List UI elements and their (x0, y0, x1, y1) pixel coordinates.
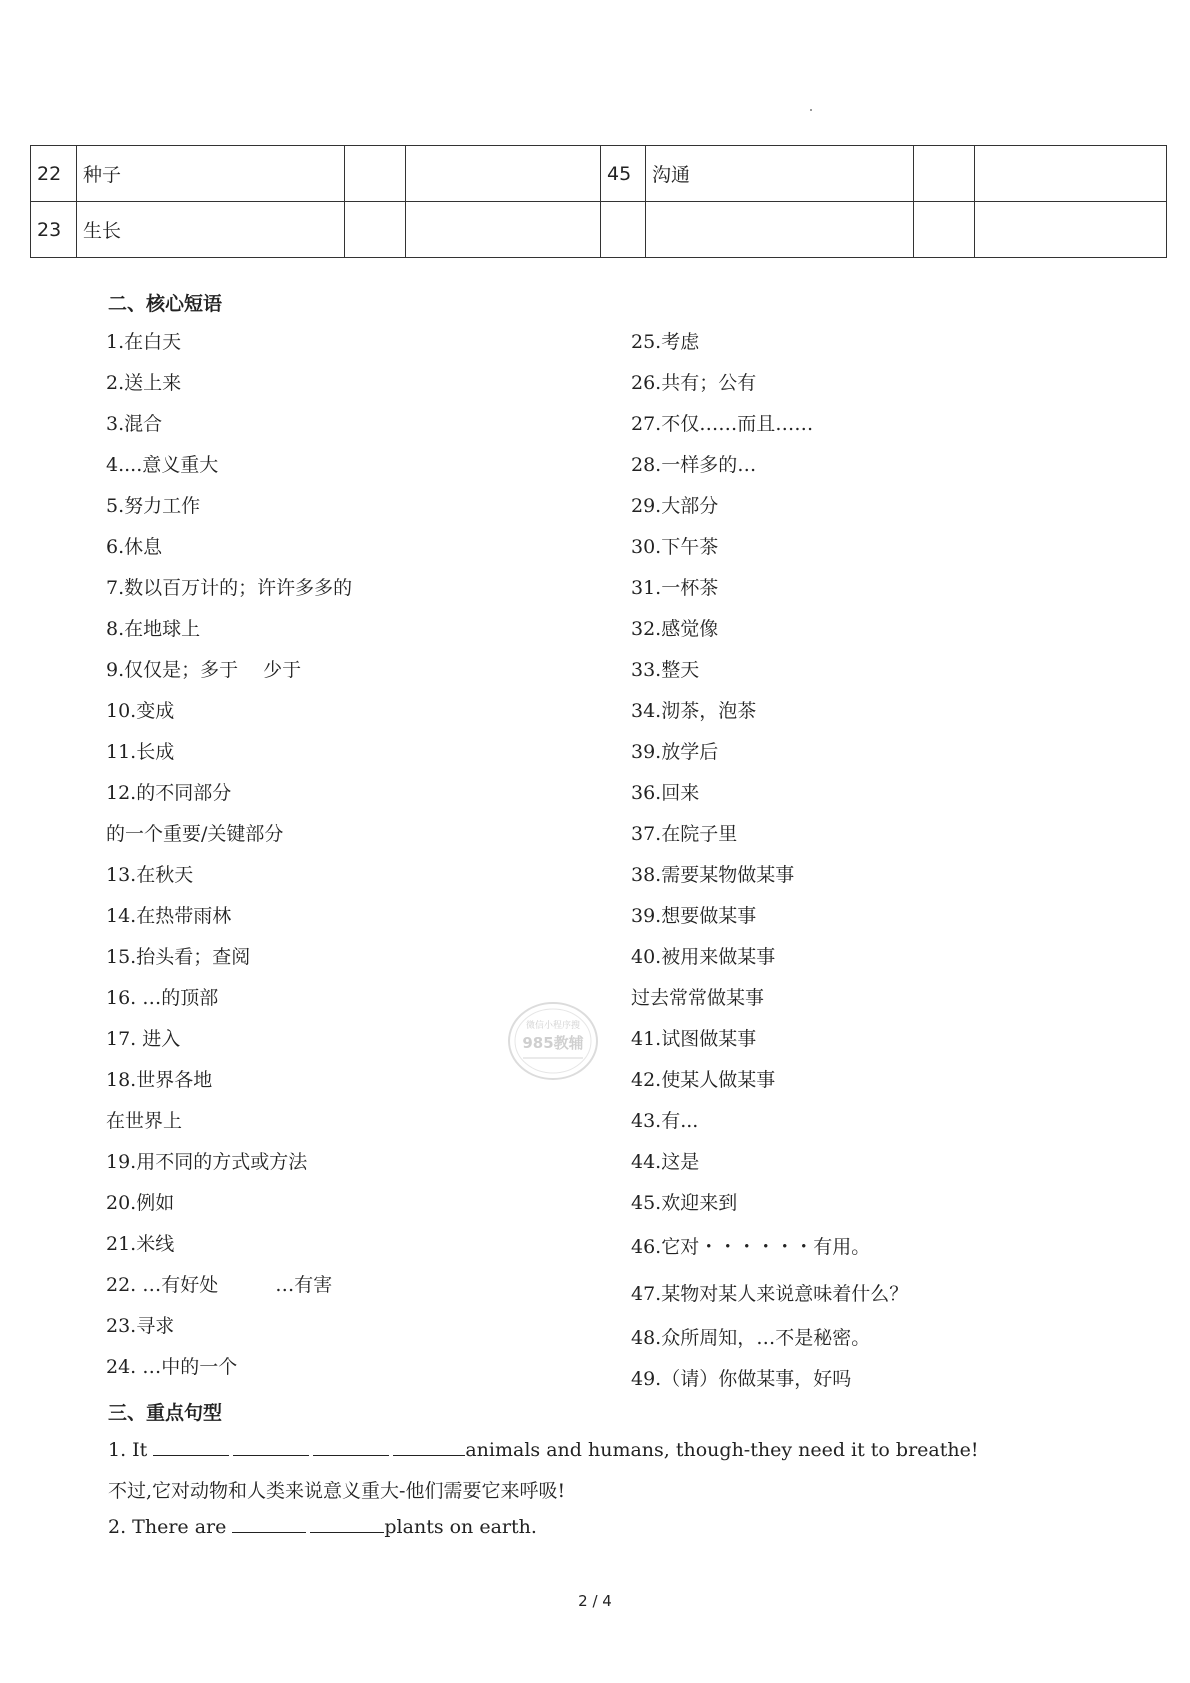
phrase-item: 29.大部分 (631, 495, 719, 517)
phrase-item: 44.这是 (631, 1151, 700, 1173)
table-row (31, 202, 1167, 258)
phrase-item: 1.在白天 (106, 331, 182, 353)
phrase-item: 24. …中的一个 (106, 1356, 238, 1378)
phrase-item: 45.欢迎来到 (631, 1192, 738, 1214)
phrase-item: 10.变成 (106, 700, 175, 722)
phrase-item: 39.想要做某事 (631, 905, 757, 927)
watermark-text-line1: 微信小程序搜 (525, 1021, 581, 1031)
page-number: 2 / 4 (578, 1592, 612, 1610)
stray-dot (810, 109, 812, 111)
phrase-item: 38.需要某物做某事 (631, 864, 795, 886)
table-cell-blank (406, 146, 601, 202)
phrase-item: 23.寻求 (106, 1315, 175, 1337)
table-row (31, 146, 1167, 202)
phrase-item: 2.送上来 (106, 372, 182, 394)
phrase-item: 3.混合 (106, 413, 163, 435)
table-cell-number (601, 202, 646, 258)
table-cell-number: 45 (601, 146, 646, 202)
answer-blank[interactable] (153, 1438, 229, 1456)
phrase-item: 47.某物对某人来说意味着什么？ (631, 1283, 909, 1305)
phrase-item: 的一个重要/关键部分 (106, 823, 284, 845)
phrase-item: 26.共有；公有 (631, 372, 757, 394)
answer-blank[interactable] (232, 1515, 306, 1533)
table-cell-word: 沟通 (646, 146, 914, 202)
table-cell-word: 种子 (77, 146, 345, 202)
phrase-item: 21.米线 (106, 1233, 175, 1255)
sentence-1-translation: 不过,它对动物和人类来说意义重大-他们需要它来呼吸! (108, 1480, 566, 1502)
answer-blank[interactable] (393, 1438, 465, 1456)
section-heading-key-sentences: 三、重点句型 (108, 1402, 223, 1424)
phrase-item: 31.一杯茶 (631, 577, 719, 599)
phrase-item: 33.整天 (631, 659, 700, 681)
phrase-item: 37.在院子里 (631, 823, 738, 845)
phrase-item: 15.抬头看；查阅 (106, 946, 251, 968)
answer-blank[interactable] (313, 1438, 389, 1456)
table-cell-blank (914, 202, 975, 258)
phrase-item: 40.被用来做某事 (631, 946, 776, 968)
phrase-item: 48.众所周知，…不是秘密。 (631, 1327, 871, 1349)
phrase-item: 32.感觉像 (631, 618, 719, 640)
sentence-1 (108, 1438, 978, 1461)
table-cell-blank (406, 202, 601, 258)
section-heading-core-phrases: 二、核心短语 (108, 293, 223, 315)
table-cell-number: 22 (31, 146, 77, 202)
watermark-text-line2: 985教辅 (522, 1034, 584, 1052)
answer-blank[interactable] (233, 1438, 309, 1456)
phrase-item: 7.数以百万计的；许许多多的 (106, 577, 353, 599)
table-cell-word (646, 202, 914, 258)
phrase-item: 49.（请）你做某事，好吗 (631, 1368, 852, 1390)
phrase-item: 30.下午茶 (631, 536, 719, 558)
phrase-item: 在世界上 (106, 1110, 183, 1132)
phrase-item: 46.它对・・・・・・有用。 (631, 1236, 871, 1258)
table-cell-word: 生长 (77, 202, 345, 258)
phrase-item: 8.在地球上 (106, 618, 201, 640)
phrase-item: 4....意义重大 (106, 454, 219, 476)
phrase-item: 36.回来 (631, 782, 700, 804)
phrase-item: 12.的不同部分 (106, 782, 232, 804)
phrase-item: 16. …的顶部 (106, 987, 219, 1009)
phrase-item: 41.试图做某事 (631, 1028, 757, 1050)
phrase-item: 22. …有好处 …有害 (106, 1274, 333, 1296)
answer-blank[interactable] (310, 1515, 384, 1533)
phrase-item: 19.用不同的方式或方法 (106, 1151, 308, 1173)
vocabulary-table (30, 145, 1167, 258)
phrase-item: 18.世界各地 (106, 1069, 213, 1091)
phrase-item: 28.一样多的… (631, 454, 757, 476)
phrase-item: 5.努力工作 (106, 495, 201, 517)
sentence-2-suffix: plants on earth. (384, 1516, 537, 1538)
phrase-item: 42.使某人做某事 (631, 1069, 776, 1091)
phrase-item: 43.有... (631, 1110, 699, 1132)
sentence-1-prefix: 1. It (108, 1439, 154, 1461)
phrase-item: 39.放学后 (631, 741, 719, 763)
sentence-2 (108, 1515, 537, 1538)
phrase-item: 17. 进入 (106, 1028, 181, 1050)
table-cell-blank (914, 146, 975, 202)
phrase-item: 34.沏茶，泡茶 (631, 700, 757, 722)
table-cell-blank (975, 146, 1167, 202)
phrase-item: 过去常常做某事 (631, 987, 765, 1009)
phrase-list-right (631, 322, 1151, 1400)
phrase-item: 9.仅仅是；多于 少于 (106, 659, 302, 681)
watermark-stamp (505, 1000, 601, 1082)
table-cell-blank (975, 202, 1167, 258)
sentence-2-prefix: 2. There are (108, 1516, 233, 1538)
phrase-item: 13.在秋天 (106, 864, 194, 886)
table-cell-blank (345, 146, 406, 202)
phrase-item: 6.休息 (106, 536, 163, 558)
phrase-item: 11.长成 (106, 741, 175, 763)
table-cell-blank (345, 202, 406, 258)
phrase-item: 20.例如 (106, 1192, 175, 1214)
sentence-1-suffix: animals and humans, though-they need it to breathe! (465, 1439, 979, 1461)
phrase-item: 14.在热带雨林 (106, 905, 232, 927)
table-cell-number: 23 (31, 202, 77, 258)
phrase-item: 27.不仅……而且…… (631, 413, 814, 435)
phrase-item: 25.考虑 (631, 331, 700, 353)
phrase-list-left (106, 322, 626, 1388)
